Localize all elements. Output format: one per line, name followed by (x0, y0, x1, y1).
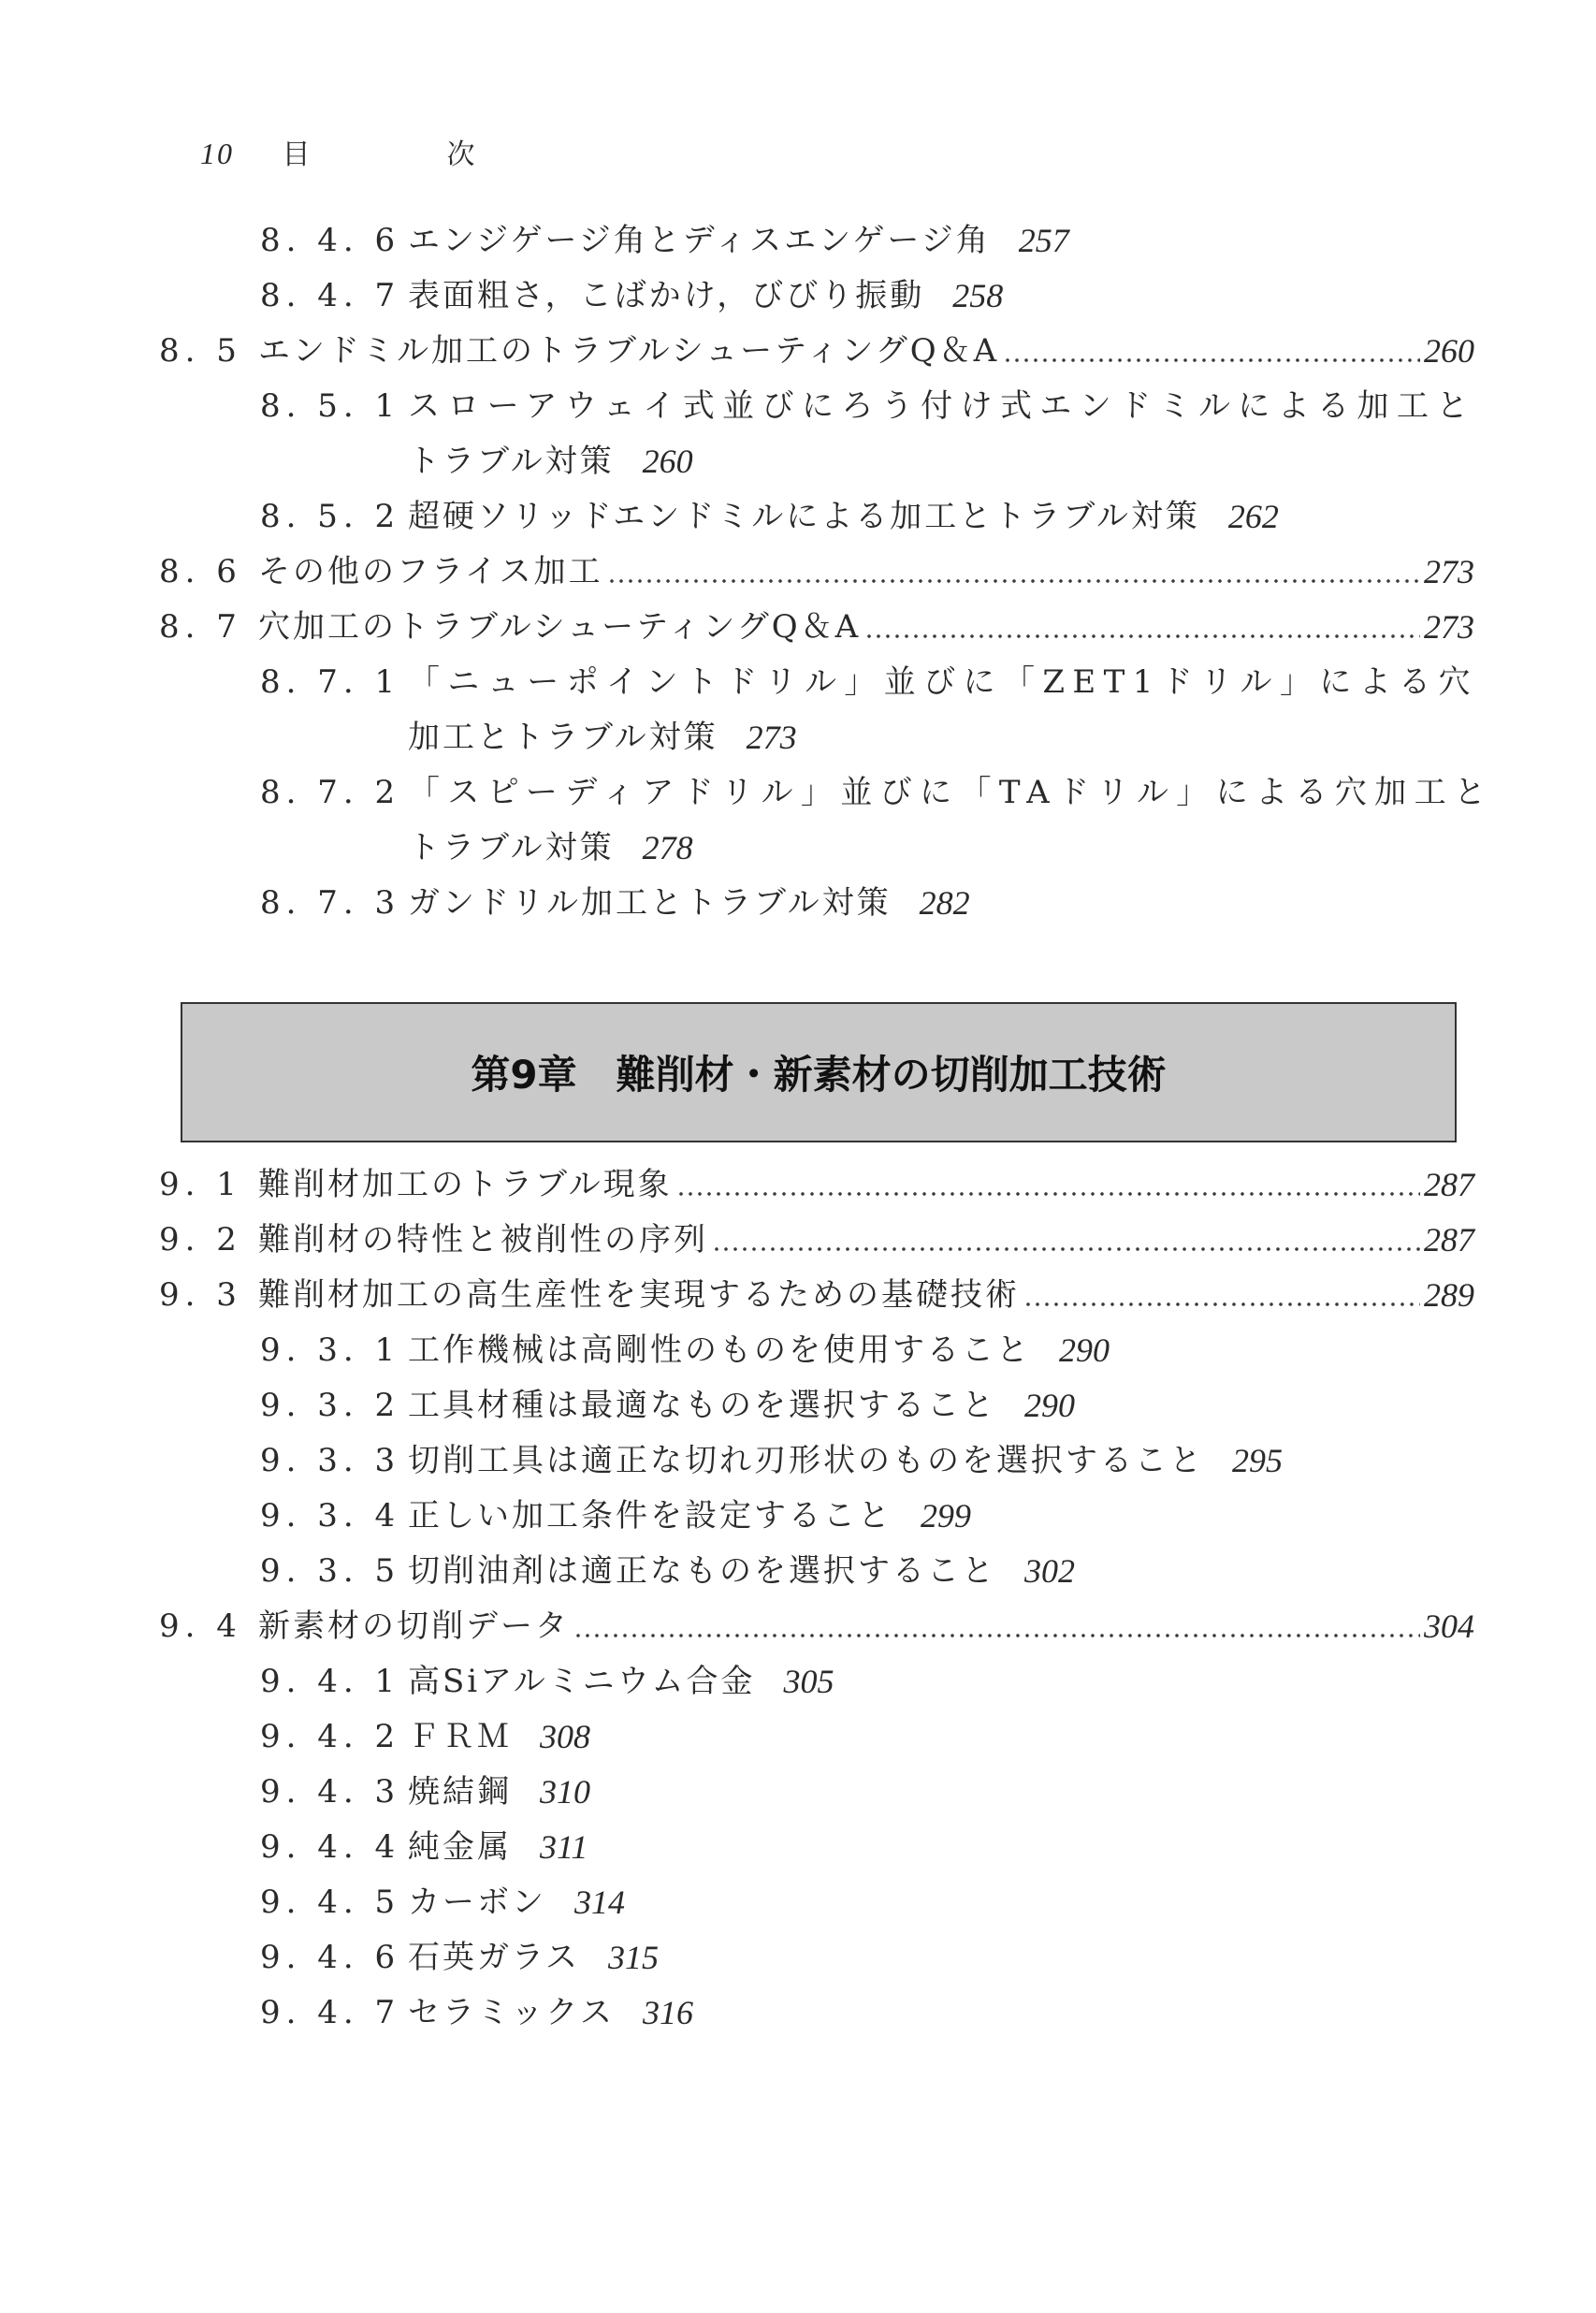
entry-page: 260 (1424, 332, 1474, 370)
entry-title: スローアウェイ式並びにろう付け式エンドミルによる加工と (408, 387, 1476, 425)
entry-title: その他のフライス加工 (258, 553, 603, 590)
entry-page: 295 (1232, 1442, 1283, 1479)
entry-title: エンドミル加工のトラブルシューティングQ＆A (258, 332, 1000, 370)
entry-title: 「スピーディアドリル」並びに「TAドリル」による穴加工と (408, 774, 1494, 811)
toc-entry-8-7-2 (260, 769, 1494, 816)
entry-page: 290 (1059, 1331, 1110, 1369)
entry-page: 311 (540, 1828, 588, 1866)
entry-number: 9. 3. 2 (260, 1387, 401, 1424)
entry-title: 難削材加工の高生産性を実現するための基礎技術 (258, 1276, 1020, 1314)
entry-title: 切削油剤は適正なものを選択すること (408, 1552, 996, 1590)
entry-page: 278 (642, 829, 693, 866)
toc-entry-9-4-1 (260, 1658, 1474, 1705)
entry-number: 9. 4. 1 (260, 1663, 401, 1700)
entry-title: 難削材の特性と被削性の序列 (258, 1221, 708, 1258)
entry-page: 287 (1424, 1221, 1474, 1258)
entry-page: 262 (1227, 498, 1279, 535)
toc-entry-9-4-3 (260, 1768, 1474, 1815)
entry-number: 8. 5 (159, 332, 242, 370)
entry-title: 難削材加工のトラブル現象 (258, 1166, 673, 1203)
entry-title: 工具材種は最適なものを選択すること (408, 1387, 996, 1424)
entry-title: ＦＲＭ (408, 1718, 512, 1755)
entry-number: 9. 3. 4 (260, 1497, 401, 1535)
entry-title: 石英ガラス (408, 1939, 580, 1976)
entry-title: ガンドリル加工とトラブル対策 (408, 884, 892, 922)
entry-number: 9. 4. 4 (260, 1828, 401, 1866)
toc-entry-9-3 (159, 1272, 1474, 1318)
toc-entry-8-4-6 (260, 217, 1474, 264)
entry-page: 289 (1424, 1276, 1474, 1314)
entry-title: 切削工具は適正な切れ刃形状のものを選択すること (408, 1442, 1204, 1479)
entry-number: 9. 3. 5 (260, 1552, 401, 1590)
toc-entry-8-7-3 (260, 880, 1474, 926)
entry-page: 314 (574, 1884, 625, 1921)
toc-entry-8-5-1 (260, 383, 1474, 429)
entry-title: 正しい加工条件を設定すること (408, 1497, 892, 1535)
entry-page: 315 (607, 1939, 659, 1976)
entry-title-continued: トラブル対策 (408, 443, 615, 480)
entry-page: 290 (1024, 1387, 1075, 1424)
entry-page: 310 (540, 1773, 590, 1811)
entry-number: 9. 4 (159, 1607, 242, 1645)
entry-number: 8. 5. 2 (260, 498, 401, 535)
toc-entry-9-3-4 (260, 1492, 1474, 1539)
entry-title: 高Siアルミニウム合金 (408, 1663, 756, 1700)
toc-entry-8-7 (159, 604, 1474, 650)
header-title: 目 次 (282, 138, 530, 171)
entry-number: 8. 7. 2 (260, 774, 401, 811)
entry-page: 304 (1424, 1607, 1474, 1645)
entry-number: 9. 2 (159, 1221, 242, 1258)
entry-page: 282 (919, 884, 970, 922)
entry-page: 308 (540, 1718, 590, 1755)
entry-number: 9. 4. 2 (260, 1718, 401, 1755)
entry-number: 9. 4. 7 (260, 1994, 401, 2031)
entry-number: 9. 3. 3 (260, 1442, 401, 1479)
entry-title: セラミックス (408, 1994, 615, 2031)
toc-entry-9-4-7 (260, 1989, 1474, 2036)
toc-entry-8-4-7 (260, 272, 1474, 319)
entry-title-continued: トラブル対策 (408, 829, 615, 866)
entry-page: 273 (1424, 553, 1474, 590)
entry-page: 260 (642, 443, 693, 480)
toc-entry-8-7-1 (260, 659, 1478, 706)
toc-entry-9-1 (159, 1161, 1474, 1208)
entry-number: 8. 6 (159, 553, 242, 590)
entry-title: 焼結鋼 (408, 1773, 512, 1811)
dot-leader (573, 1603, 1420, 1650)
entry-page: 258 (952, 277, 1004, 314)
toc-entry-9-2 (159, 1216, 1474, 1263)
dot-leader (607, 548, 1420, 595)
entry-title: 超硬ソリッドエンドミルによる加工とトラブル対策 (408, 498, 1200, 535)
chapter-heading-box (181, 1002, 1457, 1142)
entry-page: 257 (1018, 222, 1069, 259)
entry-page: 302 (1024, 1552, 1075, 1590)
toc-entry-9-4-5 (260, 1879, 1474, 1926)
entry-title-continued: 加工とトラブル対策 (408, 719, 718, 756)
entry-title: 純金属 (408, 1828, 512, 1866)
page-number: 10 (200, 137, 234, 170)
toc-entry-9-4-6 (260, 1934, 1474, 1981)
toc-entry-9-4-2 (260, 1713, 1474, 1760)
chapter-heading: 第9章 難削材・新素材の切削加工技術 (471, 1052, 1167, 1098)
toc-entry-9-4-4 (260, 1824, 1474, 1870)
entry-page: 273 (746, 719, 797, 756)
entry-number: 8. 4. 6 (260, 222, 401, 259)
toc-entry-9-4 (159, 1603, 1474, 1650)
entry-page: 287 (1424, 1166, 1474, 1203)
toc-entry-9-3-2 (260, 1382, 1474, 1429)
toc-entry-9-3-1 (260, 1327, 1474, 1374)
entry-number: 9. 1 (159, 1166, 242, 1203)
entry-number: 8. 5. 1 (260, 387, 401, 425)
entry-number: 8. 4. 7 (260, 277, 401, 314)
dot-leader (1023, 1272, 1420, 1318)
entry-page: 316 (642, 1994, 693, 2031)
dot-leader (1003, 327, 1420, 374)
entry-page: 305 (783, 1663, 834, 1700)
toc-entry-8-5 (159, 327, 1474, 374)
toc-entry-8-6 (159, 548, 1474, 595)
toc-entry-9-3-5 (260, 1548, 1474, 1594)
toc-entry-9-3-3 (260, 1437, 1474, 1484)
entry-number: 8. 7. 3 (260, 884, 401, 922)
entry-number: 9. 4. 5 (260, 1884, 401, 1921)
entry-title: 「ニューポイントドリル」並びに「ZET1ドリル」による穴 (408, 663, 1478, 701)
toc-entry-8-5-1-cont (408, 438, 1474, 485)
dot-leader (864, 604, 1420, 650)
dot-leader (676, 1161, 1420, 1208)
entry-number: 9. 3. 1 (260, 1331, 401, 1369)
entry-number: 8. 7 (159, 608, 242, 646)
toc-entry-8-5-2 (260, 493, 1474, 540)
entry-title: 表面粗さ，こばかけ，びびり振動 (408, 277, 925, 314)
dot-leader (712, 1216, 1420, 1263)
entry-page: 299 (921, 1497, 971, 1535)
entry-title: エンジゲージ角とディスエンゲージ角 (408, 222, 991, 259)
entry-number: 8. 7. 1 (260, 663, 401, 701)
toc-entry-8-7-1-cont (408, 714, 1474, 761)
entry-page: 273 (1424, 608, 1474, 646)
entry-number: 9. 4. 3 (260, 1773, 401, 1811)
running-header (200, 131, 530, 172)
entry-title: カーボン (408, 1884, 546, 1921)
entry-number: 9. 4. 6 (260, 1939, 401, 1976)
entry-title: 穴加工のトラブルシューティングQ＆A (258, 608, 862, 646)
entry-number: 9. 3 (159, 1276, 242, 1314)
toc-entry-8-7-2-cont (408, 824, 1474, 871)
entry-title: 新素材の切削データ (258, 1607, 570, 1645)
entry-title: 工作機械は高剛性のものを使用すること (408, 1331, 1031, 1369)
